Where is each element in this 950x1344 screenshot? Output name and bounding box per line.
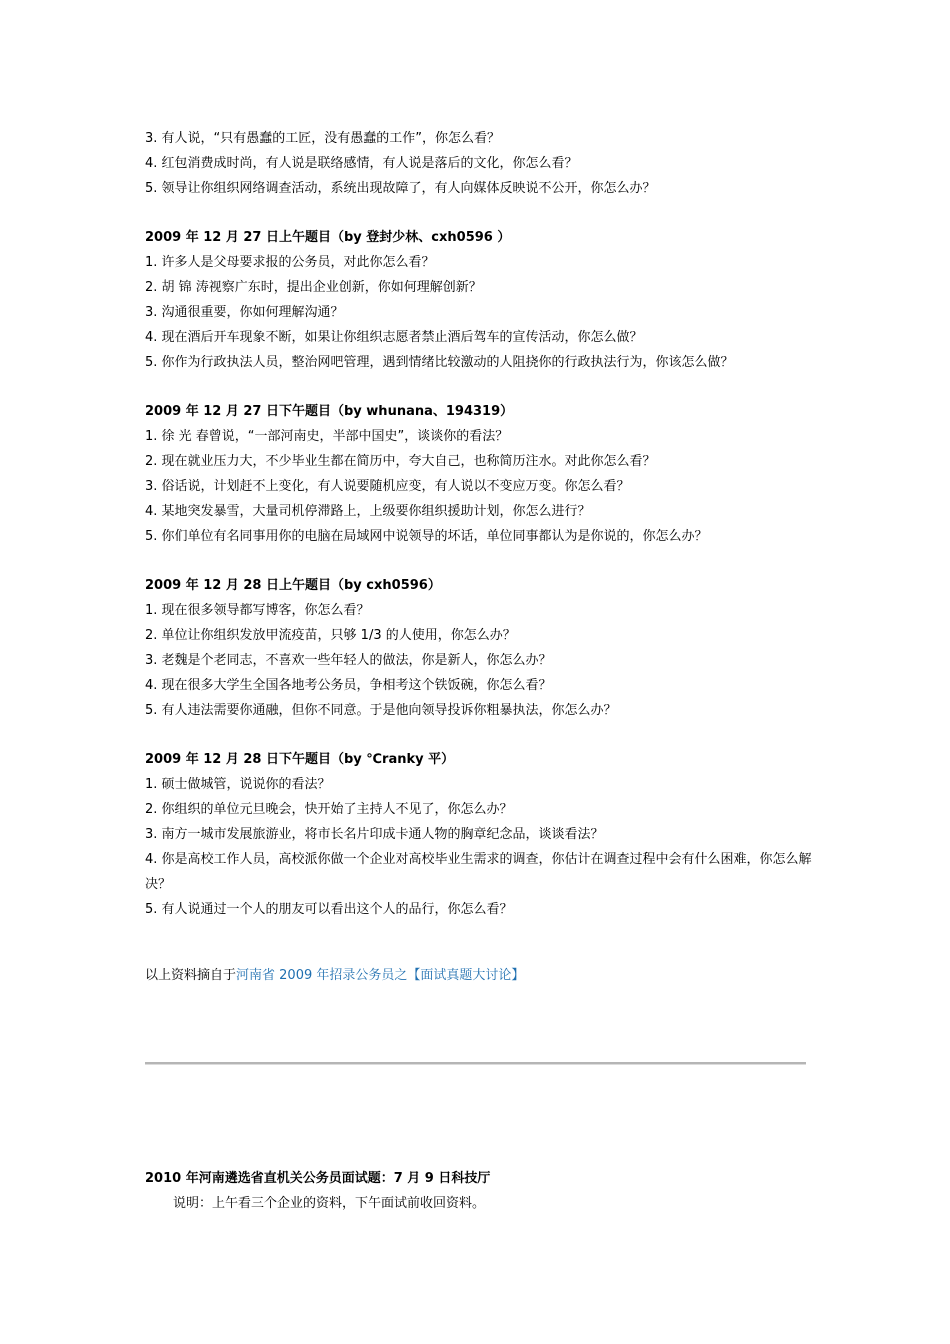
question-item: 5. 你们单位有名同事用你的电脑在局域网中说领导的坏话，单位同事都认为是你说的，你怎么办？ <box>145 529 708 544</box>
next-section <box>145 1166 825 1216</box>
question-item: 3. 老魏是个老同志，不喜欢一些年轻人的做法，你是新人，你怎么办？ <box>145 653 552 668</box>
question-item: 2. 胡 锦 涛视察广东时，提出企业创新，你如何理解创新？ <box>145 280 482 295</box>
source-link-topic[interactable]: 【面试真题大讨论】 <box>407 968 525 983</box>
question-item: 5. 你作为行政执法人员，整治网吧管理，遇到情绪比较激动的人阻挠你的行政执法行为，你该怎么做？ <box>145 355 734 370</box>
question-item: 1. 硕士做城管，说说你的看法？ <box>145 777 331 792</box>
section-note: 说明：上午看三个企业的资料，下午面试前收回资料。 <box>173 1196 486 1211</box>
question-item: 3. 南方一城市发展旅游业，将市长名片印成卡通人物的胸章纪念品，谈谈看法？ <box>145 827 604 842</box>
document-body <box>145 126 825 988</box>
question-item: 2. 单位让你组织发放甲流疫苗，只够 1/3 的人使用，你怎么办？ <box>145 628 516 643</box>
question-item: 4. 红包消费成时尚，有人说是联络感情，有人说是落后的文化，你怎么看？ <box>145 156 578 171</box>
source-link-forum[interactable]: 河南省 2009 年招录公务员之 <box>236 968 408 983</box>
question-item: 3. 有人说，“只有愚蠢的工匠，没有愚蠢的工作”，你怎么看？ <box>145 131 501 146</box>
section-heading: 2009 年 12 月 27 日下午题目（by whunana、194319） <box>145 404 514 419</box>
section-heading: 2010 年河南遴选省直机关公务员面试题：7 月 9 日科技厅 <box>145 1171 491 1186</box>
source-note <box>145 963 825 988</box>
question-item: 4. 你是高校工作人员，高校派你做一个企业对高校毕业生需求的调查，你估计在调查过程中会有什么困难，你怎么解决？ <box>145 852 812 892</box>
question-item: 1. 徐 光 春曾说，“一部河南史，半部中国史”，谈谈你的看法？ <box>145 429 509 444</box>
question-item: 5. 有人说通过一个人的朋友可以看出这个人的品行，你怎么看？ <box>145 902 513 917</box>
source-prefix: 以上资料摘自于 <box>145 968 237 983</box>
question-item: 2. 你组织的单位元旦晚会，快开始了主持人不见了，你怎么办？ <box>145 802 513 817</box>
section-heading: 2009 年 12 月 28 日下午题目（by ℃ranky 平） <box>145 752 455 767</box>
question-item: 4. 现在酒后开车现象不断，如果让你组织志愿者禁止酒后驾车的宣传活动，你怎么做？ <box>145 330 643 345</box>
question-item: 5. 有人违法需要你通融，但你不同意。于是他向领导投诉你粗暴执法，你怎么办？ <box>145 703 617 718</box>
horizontal-divider <box>145 1062 806 1065</box>
section-heading: 2009 年 12 月 28 日上午题目（by cxh0596） <box>145 578 441 593</box>
question-item: 4. 某地突发暴雪，大量司机停滞路上，上级要你组织援助计划，你怎么进行？ <box>145 504 591 519</box>
question-item: 3. 俗话说，计划赶不上变化，有人说要随机应变，有人说以不变应万变。你怎么看？ <box>145 479 630 494</box>
question-item: 1. 现在很多领导都写博客，你怎么看？ <box>145 603 370 618</box>
question-item: 1. 许多人是父母要求报的公务员，对此你怎么看？ <box>145 255 435 270</box>
question-item: 5. 领导让你组织网络调查活动，系统出现故障了，有人向媒体反映说不公开，你怎么办？ <box>145 181 656 196</box>
question-item: 4. 现在很多大学生全国各地考公务员，争相考这个铁饭碗，你怎么看？ <box>145 678 552 693</box>
section-heading: 2009 年 12 月 27 日上午题目（by 登封少林、cxh0596 ） <box>145 230 511 245</box>
question-item: 3. 沟通很重要，你如何理解沟通？ <box>145 305 344 320</box>
question-item: 2. 现在就业压力大，不少毕业生都在简历中，夸大自己，也称简历注水。对此你怎么看？ <box>145 454 656 469</box>
